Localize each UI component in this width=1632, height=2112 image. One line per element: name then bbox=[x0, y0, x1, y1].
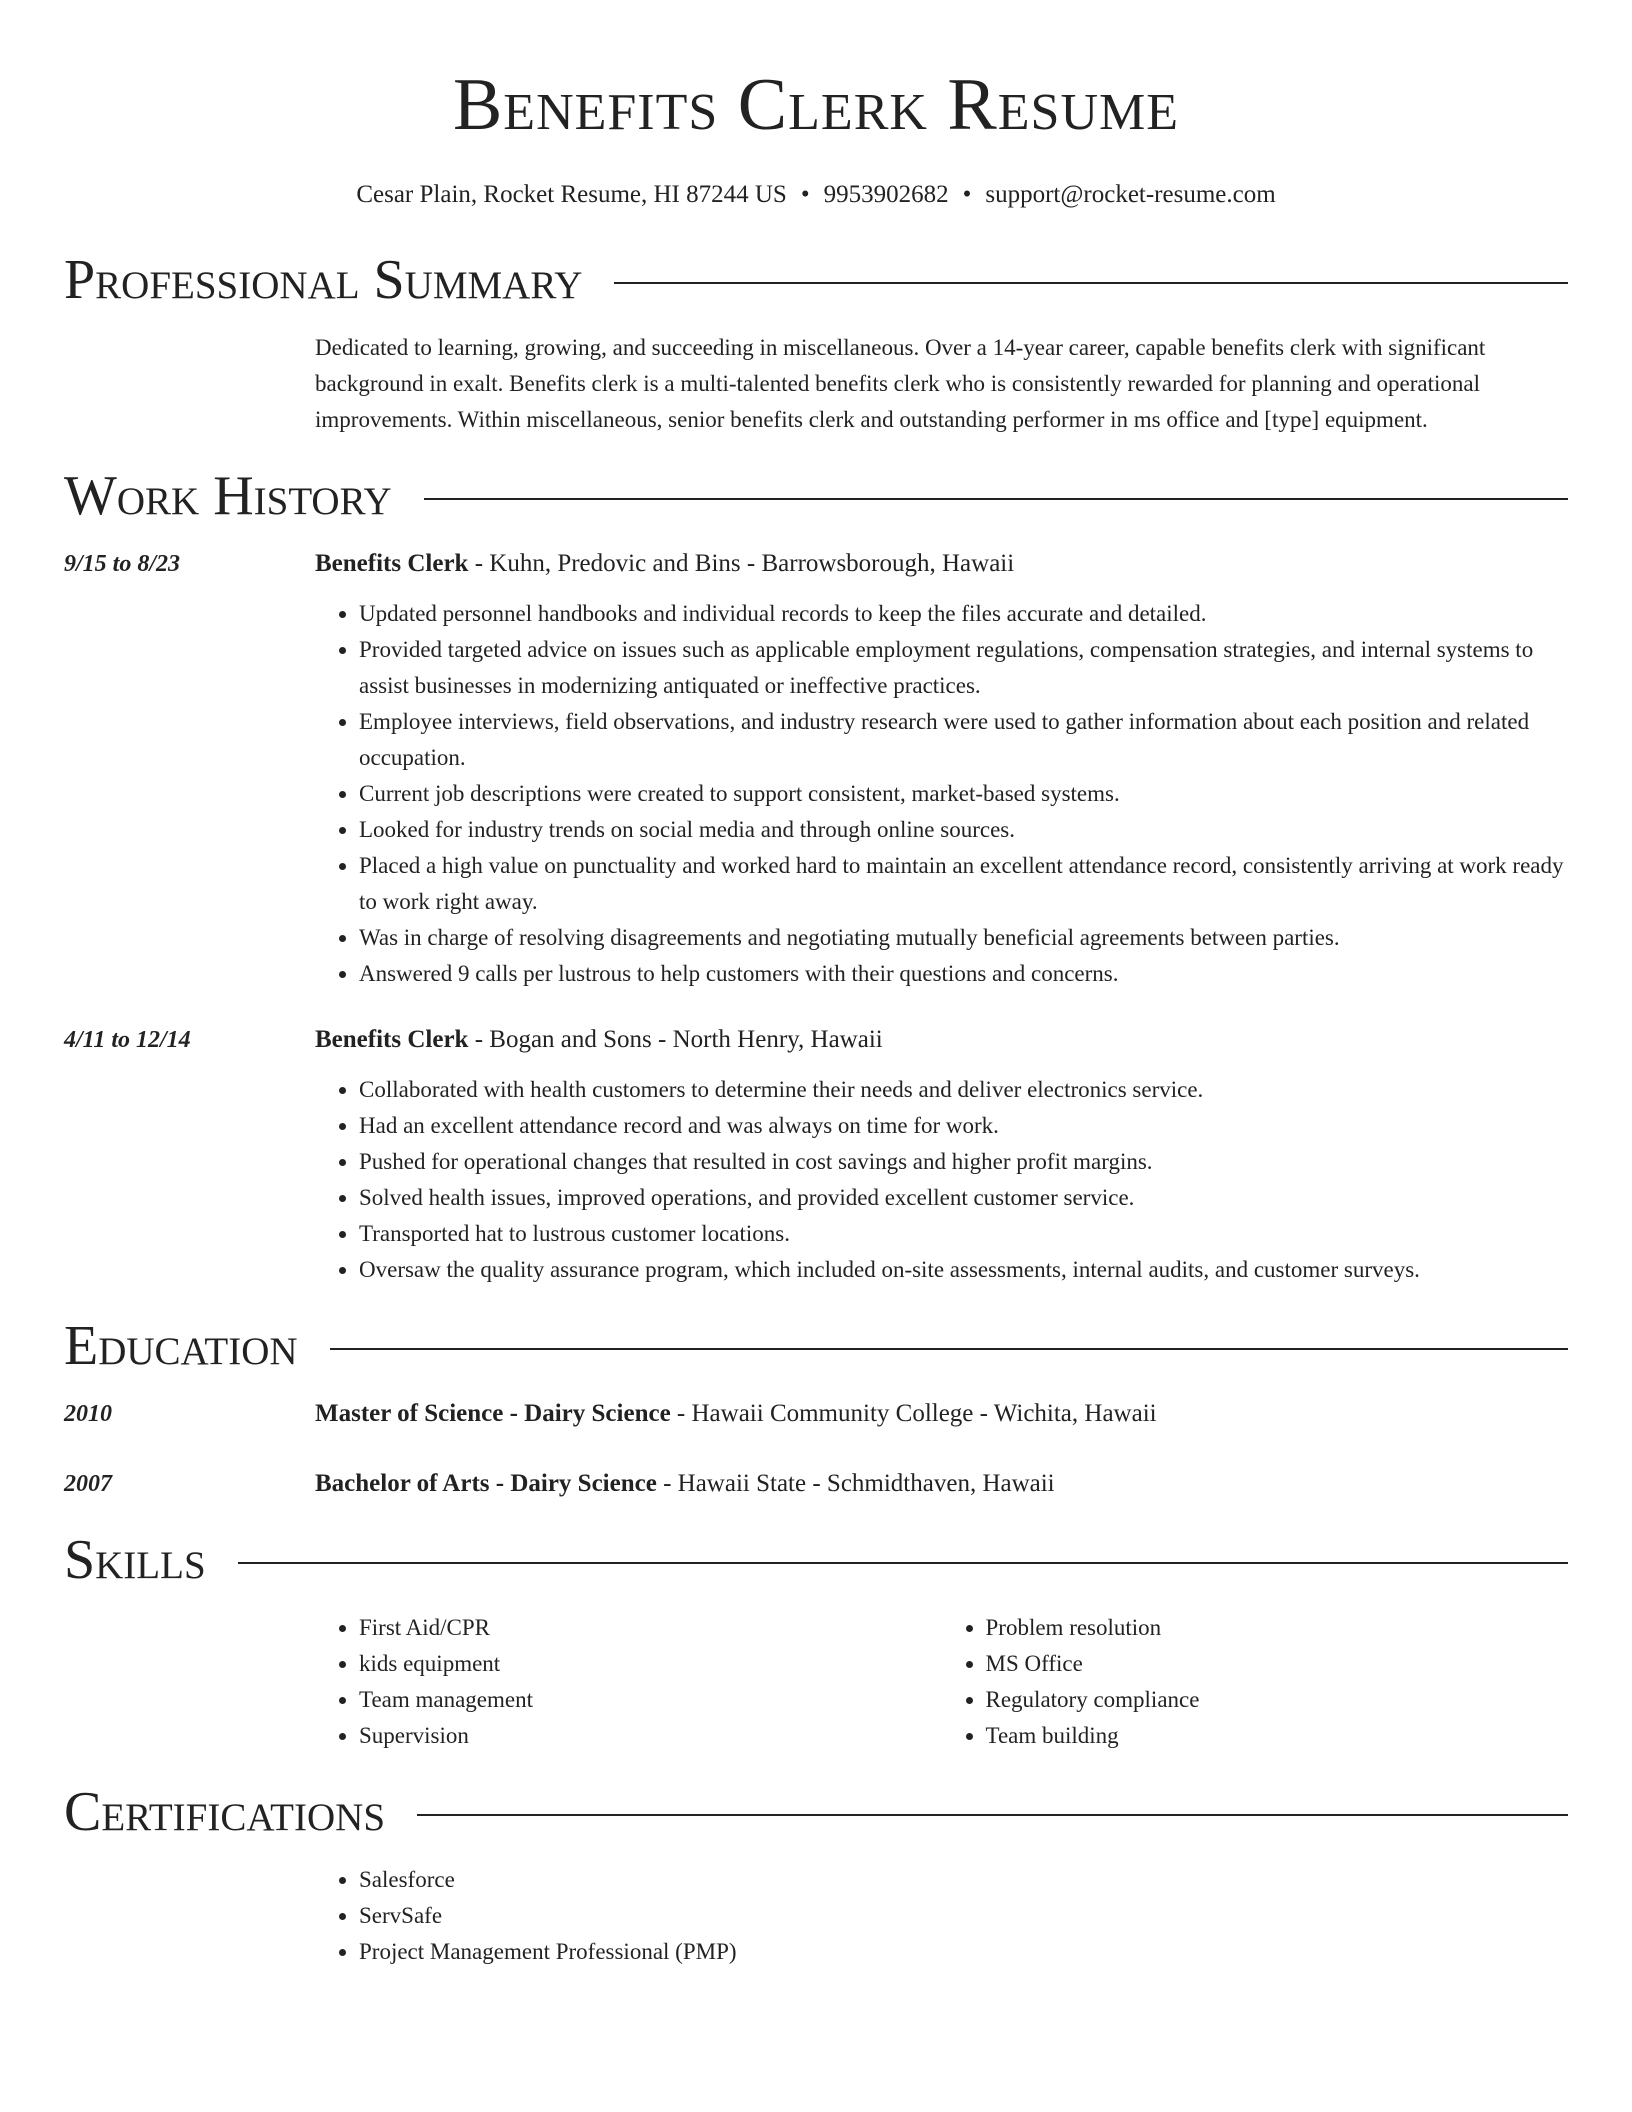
job-title: Benefits Clerk bbox=[315, 550, 469, 577]
skill-item: • Problem resolution bbox=[986, 1610, 1569, 1646]
education-year: 2010 bbox=[64, 1401, 112, 1427]
education-section bbox=[64, 1314, 1568, 1502]
education-year: 2007 bbox=[64, 1471, 112, 1497]
job-dates: 4/11 to 12/14 bbox=[64, 1027, 191, 1053]
list-item: • Employee interviews, field observations, and industry research were used to gather information about each position and related occupation. bbox=[359, 704, 1568, 776]
section-divider bbox=[238, 1562, 1568, 1564]
section-title: Work History bbox=[64, 465, 392, 527]
education-degree: Bachelor of Arts - Dairy Science bbox=[315, 1470, 657, 1497]
job-entry bbox=[64, 546, 1568, 992]
education-entry bbox=[64, 1396, 1568, 1432]
skill-item: • First Aid/CPR bbox=[359, 1610, 942, 1646]
contact-separator: • bbox=[800, 181, 810, 208]
resume-title: Benefits Clerk Resume bbox=[452, 64, 1180, 146]
section-title: Certifications bbox=[64, 1781, 386, 1843]
section-header bbox=[64, 1314, 1568, 1378]
skill-item: • Team building bbox=[986, 1718, 1569, 1754]
skills-list-left bbox=[315, 1610, 942, 1754]
skills-list-right bbox=[942, 1610, 1569, 1754]
list-item: • Had an excellent attendance record and was always on time for work. bbox=[359, 1108, 1568, 1144]
certifications-section bbox=[64, 1780, 1568, 1970]
contact-address: Cesar Plain, Rocket Resume, HI 87244 US bbox=[356, 181, 787, 208]
section-header bbox=[64, 464, 1568, 528]
job-bullets bbox=[315, 596, 1568, 992]
section-title: Education bbox=[64, 1315, 298, 1377]
list-item: • Looked for industry trends on social media and through online sources. bbox=[359, 812, 1568, 848]
job-entry bbox=[64, 1022, 1568, 1288]
section-title: Professional Summary bbox=[64, 249, 583, 311]
contact-line bbox=[64, 180, 1568, 210]
job-dates: 9/15 to 8/23 bbox=[64, 551, 181, 577]
skills-section bbox=[64, 1528, 1568, 1754]
certification-item: • ServSafe bbox=[359, 1898, 1568, 1934]
list-item: • Updated personnel handbooks and individual records to keep the files accurate and detailed. bbox=[359, 596, 1568, 632]
section-header bbox=[64, 248, 1568, 312]
list-item: • Placed a high value on punctuality and worked hard to maintain an excellent attendance record, consistently arriving at work ready to work right away. bbox=[359, 848, 1568, 920]
education-details: - Hawaii State - Schmidthaven, Hawaii bbox=[656, 1470, 1055, 1497]
education-heading bbox=[315, 1466, 1568, 1502]
work-history-section bbox=[64, 464, 1568, 1288]
section-header bbox=[64, 1780, 1568, 1844]
list-item: • Solved health issues, improved operations, and provided excellent customer service. bbox=[359, 1180, 1568, 1216]
list-item: • Current job descriptions were created to support consistent, market-based systems. bbox=[359, 776, 1568, 812]
list-item: • Collaborated with health customers to determine their needs and deliver electronics service. bbox=[359, 1072, 1568, 1108]
education-entry bbox=[64, 1466, 1568, 1502]
job-details: - Kuhn, Predovic and Bins - Barrowsborough, Hawaii bbox=[468, 550, 1015, 577]
list-item: • Transported hat to lustrous customer locations. bbox=[359, 1216, 1568, 1252]
certification-item: • Salesforce bbox=[359, 1862, 1568, 1898]
list-item: • Pushed for operational changes that resulted in cost savings and higher profit margins. bbox=[359, 1144, 1568, 1180]
job-bullets bbox=[315, 1072, 1568, 1288]
skill-item: • Supervision bbox=[359, 1718, 942, 1754]
section-divider bbox=[330, 1348, 1568, 1350]
section-title: Skills bbox=[64, 1529, 206, 1591]
certification-item: • Project Management Professional (PMP) bbox=[359, 1934, 1568, 1970]
list-item: • Oversaw the quality assurance program, which included on-site assessments, internal audits, and customer surveys. bbox=[359, 1252, 1568, 1288]
job-title: Benefits Clerk bbox=[315, 1026, 469, 1053]
summary-text: Dedicated to learning, growing, and succeeding in miscellaneous. Over a 14-year career, capable benefits clerk with significant background in exalt. Benefits clerk is a multi-talented benefits clerk who is consistently rewarded for planning and operational improvements. Within miscellaneous, senior benefits clerk and outstanding performer in ms office and [type] equipment. bbox=[315, 335, 1486, 432]
section-divider bbox=[417, 1814, 1568, 1816]
job-details: - Bogan and Sons - North Henry, Hawaii bbox=[468, 1026, 883, 1053]
skill-item: • Regulatory compliance bbox=[986, 1682, 1569, 1718]
contact-email: support@rocket-resume.com bbox=[985, 181, 1276, 208]
contact-phone: 9953902682 bbox=[823, 181, 949, 208]
section-divider bbox=[424, 498, 1568, 500]
skill-item: • MS Office bbox=[986, 1646, 1569, 1682]
list-item: • Answered 9 calls per lustrous to help customers with their questions and concerns. bbox=[359, 956, 1568, 992]
job-heading bbox=[315, 1022, 1568, 1058]
certifications-list bbox=[64, 1862, 1568, 1970]
contact-separator: • bbox=[962, 181, 972, 208]
summary-section bbox=[64, 248, 1568, 438]
skill-item: • Team management bbox=[359, 1682, 942, 1718]
education-details: - Hawaii Community College - Wichita, Hawaii bbox=[670, 1400, 1157, 1427]
certification-bullets bbox=[315, 1862, 1568, 1970]
section-header bbox=[64, 1528, 1568, 1592]
section-divider bbox=[614, 282, 1568, 284]
job-heading bbox=[315, 546, 1568, 582]
list-item: • Was in charge of resolving disagreements and negotiating mutually beneficial agreements between parties. bbox=[359, 920, 1568, 956]
education-degree: Master of Science - Dairy Science bbox=[315, 1400, 671, 1427]
list-item: • Provided targeted advice on issues such as applicable employment regulations, compensation strategies, and internal systems to assist businesses in modernizing antiquated or ineffective practices. bbox=[359, 632, 1568, 704]
skills-grid bbox=[64, 1610, 1568, 1754]
skill-item: • kids equipment bbox=[359, 1646, 942, 1682]
education-heading bbox=[315, 1396, 1568, 1432]
